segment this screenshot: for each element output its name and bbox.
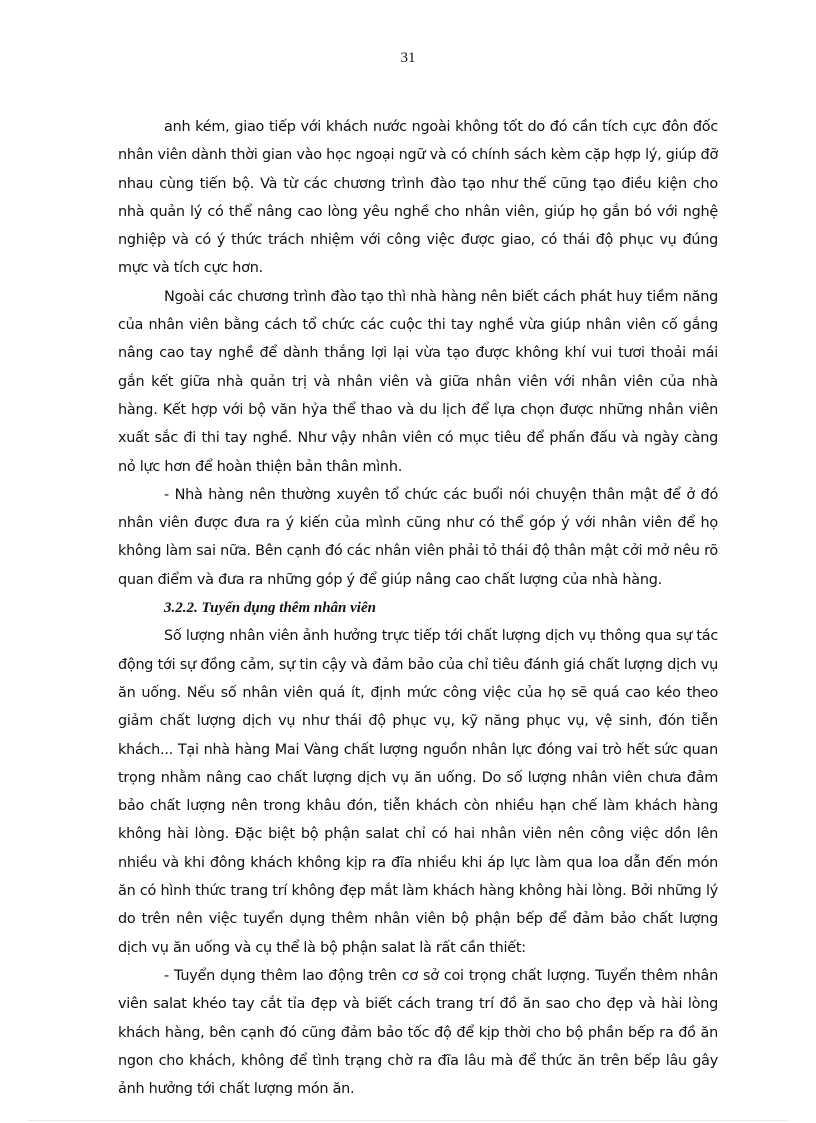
section-paragraph: Số lượng nhân viên ảnh hưởng trực tiếp tới chất lượng dịch vụ thông qua sự tác động tới sự đồng cảm, sự tin cậy và đảm bảo của chỉ tiêu đánh giá chất lượng dịch vụ ăn uống. Nếu số nhân viên quá ít, định mức công việc của họ sẽ quá cao kéo theo giảm chất lượng dịch vụ như thái độ phục vụ, kỹ năng phục vụ, vệ sinh, đón tiễn khách... Tại nhà hàng Mai Vàng chất lượng nguồn nhân lực đóng vai trò hết sức quan trọng nhằm nâng cao chất lượng dịch vụ ăn uống. Do số lượng nhân viên chưa đảm bảo chất lượng nên trong khâu đón, tiễn khách còn nhiều hạn chế làm khách hàng không hài lòng. Đặc biệt bộ phận salat chỉ có hai nhân viên nên công việc dồn lên nhiều và khi đông khách không kịp ra đĩa nhiều khi áp lực làm qua loa dẫn đến món ăn có hình thức trang trí không đẹp mắt làm khách hàng không hài lòng. Bởi những lý do trên nên việc tuyển dụng thêm nhân viên bộ phận bếp để đảm bảo chất lượng dịch vụ ăn uống và cụ thể là bộ phận salat là rất cần thiết:	[118, 628, 718, 956]
page-bottom-divider	[28, 1120, 788, 1121]
bullet-paragraph: - Nhà hàng nên thường xuyên tổ chức các buổi nói chuyện thân mật để ở đó nhân viên được đưa ra ý kiến của mình cũng như có thể góp ý với nhân viên để họ không làm sai nữa. Bên cạnh đó các nhân viên phải tỏ thái độ thân mật cởi mở nêu rõ quan điểm và đưa ra những góp ý để giúp nâng cao chất lượng của nhà hàng.	[118, 486, 718, 588]
section-heading: 3.2.2. Tuyển dụng thêm nhân viên	[164, 600, 376, 617]
section-bullet-paragraph: - Tuyển dụng thêm lao động trên cơ sở coi trọng chất lượng. Tuyển thêm nhân viên salat khéo tay cắt tỉa đẹp và biết cách trang trí đồ ăn sao cho đẹp và hài lòng khách hàng, bên cạnh đó cũng đảm bảo tốc độ để kịp thời cho bộ phần bếp ra đồ ăn ngon cho khách, không để tình trạng chờ ra đĩa lâu mà để thức ăn trên bếp lâu gây ảnh hưởng tới chất lượng món ăn.	[118, 967, 718, 1098]
document-body	[118, 113, 718, 1103]
body-paragraph: anh kém, giao tiếp với khách nước ngoài không tốt do đó cần tích cực đôn đốc nhân viên dành thời gian vào học ngoại ngữ và có chính sách kèm cặp hợp lý, giúp đỡ nhau cùng tiến bộ. Và từ các chương trình đào tạo như thế cũng tạo điều kiện cho nhà quản lý có thể nâng cao lòng yêu nghề cho nhân viên, giúp họ gắn bó với nghệ nghiệp và có ý thức trách nhiệm với công việc được giao, có thái độ phục vụ đúng mực và tích cực hơn.	[118, 119, 718, 277]
body-paragraph: Ngoài các chương trình đào tạo thì nhà hàng nên biết cách phát huy tiềm năng của nhân viên bằng cách tổ chức các cuộc thi tay nghề vừa giúp nhân viên cố gắng nâng cao tay nghề để dành thắng lợi lại vừa tạo được không khí vui tươi thoải mái gắn kết giữa nhà quản trị và nhân viên và giữa nhân viên với nhân viên của nhà hàng. Kết hợp với bộ văn hỷa thể thao và du lịch để lựa chọn được những nhân viên xuất sắc đi thi tay nghề. Như vậy nhân viên có mục tiêu để phấn đấu và ngày càng nỏ lực hơn để hoàn thiện bản thân mình.	[118, 288, 718, 475]
page-number: 31	[400, 50, 416, 66]
